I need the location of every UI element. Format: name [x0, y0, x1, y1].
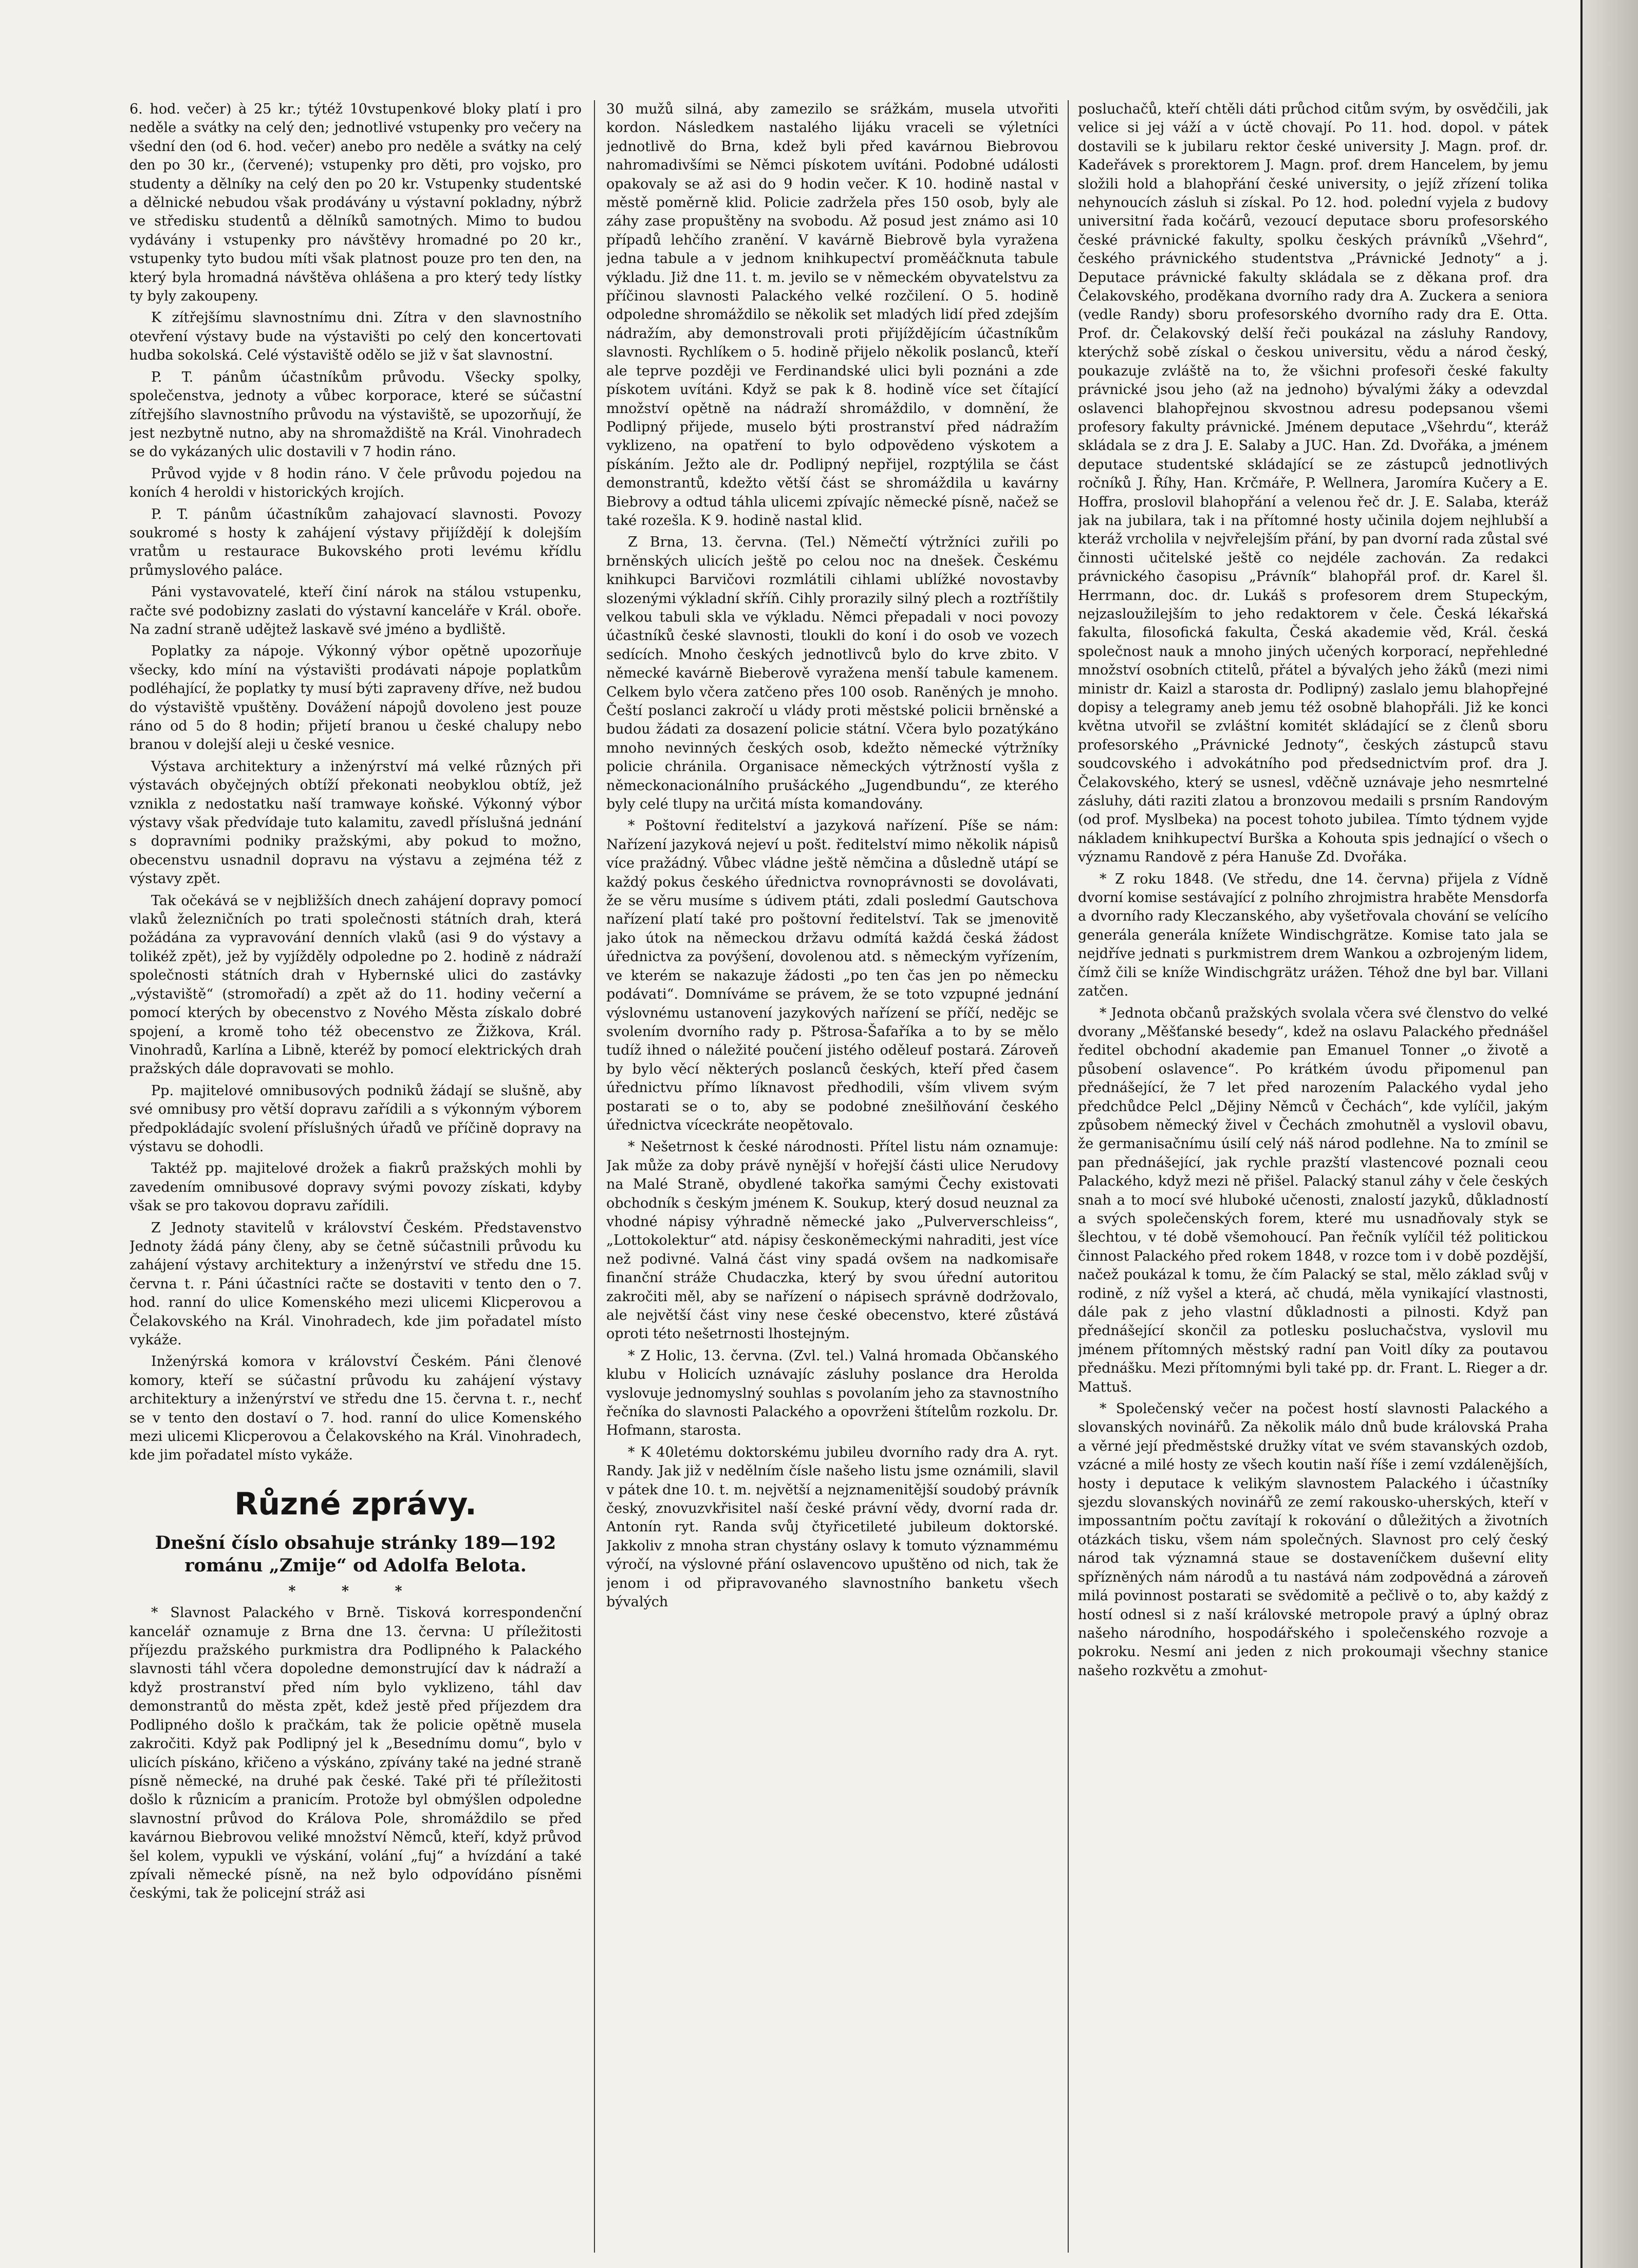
paragraph: * K 40letému doktorskému jubileu dvorního rady dra A. ryt. Randy. Jak již v nedělním čísle našeho listu jsme oznámili, slavil v pátek dne 10. t. m. největší a nejznamenitější soudobý právník český, znovuzvkřisitel naší české právní vědy, dvorní rada dr. Antonín ryt. Randa svůj čtyřicetileté jubileum doktorské. Jakkoliv z mnoha stran chystány oslavy k tomuto význammému výročí, na výslovné přání oslavencovo upuštěno od nich, tak že jenom i od připravovaného slavnostního banketu všech bývalých [606, 1444, 1058, 1610]
separator-stars: * * * [288, 1583, 423, 1599]
paragraph: * Nešetrnost k české národnosti. Přítel listu nám oznamuje: Jak může za doby právě nynější v hořejší části ulice Nerudovy na Malé Straně, obydlené takořka samými Čechy existovati obchodník s českým jménem K. Soukup, který dosud neuznal za vhodné nápisy výhradně německé jako „Pulververschleiss“, „Lottokolektur“ atd. nápisy českoněmeckými nahraditi, jest více než podivné. Valná část viny spadá ovšem na nadkomisaře finanční stráže Chudaczka, který by svou úřední autoritou zakročiti měl, aby se nařízení o nápisech správně dodržovalo, ale největší část viny nese české obecenstvo, které zůstává oproti této nešetrnosti lhostejným. [606, 1139, 1058, 1342]
column-divider [594, 100, 595, 2253]
column-divider [1068, 100, 1069, 2253]
paragraph: Taktéž pp. majitelové drožek a fiakrů pražských mohli by zavedením omnibusové dopravy svými povozy získati, kdyby však se pro takovou dopravu zařídili. [129, 1160, 582, 1214]
paragraph: P. T. pánům účastníkům zahajovací slavnosti. Povozy soukromé s hosty k zahájení výstavy přijíždějí k dolejším vratům u restaurace Bukovského proti levému křídlu průmyslového paláce. [129, 506, 582, 578]
paragraph: Tak očekává se v nejbližších dnech zahájení dopravy pomocí vlaků železničních po trati společnosti státních drah, která požádána za vypravování denních vlaků (asi 9 do výstavy a tolikéž zpět), jež by vyjížděly odpoledne po 2. hodině z nádraží společnosti státních drah v Hybernské ulici do zastávky „výstaviště“ (stromořadí) a zpět až do 11. hodiny večerní a pomocí kterých by obecenstvo z Nového Města získalo dobré spojení, a kromě toho též obecenstvo ze Žižkova, Král. Vinohradů, Karlína a Libně, kteréž by pomocí elektrických drah pražských dále dopravovati se mohlo. [129, 892, 582, 1077]
paragraph: * Z roku 1848. (Ve středu, dne 14. června) přijela z Vídně dvorní komise sestávající z polního zhrojmistra hraběte Mensdorfa a dvorního rady Kleczanského, aby vyšetřovala chování se velícího generála generála knížete Windischgrätze. Komise tato jala se nejdříve jednati s purkmistrem drem Wankou a ozbrojeným lidem, čímž čili se kníže Windischgrätz urážen. Téhož dne byl bar. Villani zatčen. [1078, 871, 1548, 1000]
paragraph: Z Jednoty stavitelů v království Českém. Představenstvo Jednoty žádá pány členy, aby se četně súčastnili průvodu ku zahájení výstavy architektury a inženýrství ve středu dne 15. června t. r. Páni účastníci račte se dostaviti v tento den o 7. hod. ranní do ulice Komenského mezi ulicemi Klicperovou a Čelakovského na Král. Vinohradech, kde jim pořadatel místo vykáže. [129, 1220, 582, 1348]
paragraph: * Z Holic, 13. června. (Zvl. tel.) Valná hromada Občanského klubu v Holicích uznávajíc zásluhy poslance dra Herolda vyslovuje jednomyslný souhlas s povolaním jeho za stavnostního řečníka do slavnosti Palackého a opovrženi štítelům rozkolu. Dr. Hofmann, starosta. [606, 1347, 1058, 1439]
column-left [129, 100, 582, 2253]
paragraph: * Jednota občanů pražských svolala včera své členstvo do velké dvorany „Měšťanské besedy“, kdež na oslavu Palackého přednášel ředitel obchodní akademie pan Emanuel Tonner „o životě a působení oslavence“. Po krátkém úvodu připomenul pan přednášející, že 7 let před narozením Palackého vydal jeho předchůdce Pelcl „Dějiny Němců v Čechách“, kde vylíčil, jakým způsobem německý živel v Čechách zmohutněl a vyslovil obavu, že germanisačnímu úsilí celý náš národ podlehne. Na to zmínil se pan přednášející, jak rychle prazští vlastencové poznali ceou Palackého, když mezi ně přišel. Palacký stanul záhy v čele českých snah a to mocí své hluboké učenosti, znalostí jazyků, důkladností a svých společenských forem, které mu usnadňovaly styk se šlechtou, v té době všemohoucí. Pan řečník vylíčil též politickou činnost Palackého před rokem 1848, v rozce tom i v době pozdější, načež poukázal k tomu, že čím Palacký se stal, mělo základ svůj v rodině, z níž vyšel a která, ač chudá, měla vynikající vlastnosti, dále pak z jeho vlastní důkladnosti a pilnosti. Když pan přednášející skončil za potlesku posluchačstva, vyslovil mu jménem přítomných městský radní pan Voitl díky za poutavou přednášku. Mezi přítomnými byli také pp. dr. Frant. L. Rieger a dr. Mattuš. [1078, 1005, 1548, 1395]
paragraph: * Společenský večer na počest hostí slavnosti Palackého a slovanských novinářů. Za několik málo dnů bude královská Praha a věrné její předměstské družky vítat ve svém stavanských ozdob, vzácné a milé hosty ze všech koutin naší říše i zemí vzdálenějších, hosty i deputace k velikým slavnostem Palackého i účastníky sjezdu slovanských novinářů ze zemí rakousko-uherských, kteří v impossantním počtu zavítají k rokování o důležitých a životních otázkách tisku, všem nám společných. Slavnost pro celý český národ tak významná staue se dostaveníčkem duševní elity spřízněných nám národů a tu nastává nám zodpovědná a zároveň milá povinnost postarati se svědomitě a pečlivě o to, aby každý z hostí odnesl si z naší královské metropole pravý a úplný obraz našeho národního, hospodářského i společenského rozvoje a pokroku. Nesmí ani jeden z nich prokoumaji všechny stanice našeho rozkvětu a zmohut- [1078, 1401, 1548, 1679]
section-title: Různé zprávy. [234, 1486, 477, 1522]
paragraph: 6. hod. večer) à 25 kr.; týtéž 10vstupenkové bloky platí i pro neděle a svátky na celý den; jednotlivé vstupenky pro večery na všední den (od 6. hod. večer) anebo pro neděle a svátky na celý den po 30 kr., (červené); vstupenky pro děti, pro vojsko, pro studenty a dělníky na celý den po 20 kr. Vstupenky studentské a dělnické nebudou však prodávány u výstavní pokladny, nýbrž ve středisku studentů a dělníků samotných. Mimo to budou vydávány i vstupenky pro návštěvy hromadné po 20 kr., vstupenky tyto budou míti však platnost pouze pro ten den, na který byla hromadná návštěva ohlášena a pro který tedy lístky ty byly zakoupeny. [129, 101, 582, 305]
paragraph: Pp. majitelové omnibusových podniků žádají se slušně, aby své omnibusy pro větší dopravu zařídili a s výkonným výborem předpokládajíc svolení příslušných úřadů ve příčině dopravy na výstavu se dohodli. [129, 1082, 582, 1155]
paragraph: Inženýrská komora v království Českém. Páni členové komory, kteří se súčastní průvodu ku zahájení výstavy architektury a inženýrství ve středu dne 15. června t. r., nechť se v tento den dostaví o 7. hod. ranní do ulice Komenského mezi ulicemi Klicperovou a Čelakovského na Král. Vinohradech, kde jim pořadatel místo vykáže. [129, 1354, 582, 1464]
paragraph: posluchačů, kteří chtěli dáti průchod citům svým, by osvědčili, jak velice si jej váží a v úctě chovají. Po 11. hod. dopol. v pátek dostavili se k jubilaru rektor české university J. Magn. prof. dr. Kadeřávek s prorektorem J. Magn. prof. drem Hancelem, by jemu složili hold a blahopřání české university, o jejíž zřízení tolika nehynoucích zásluh si získal. Po 12. hod. polední vyjela z budovy universitní řada kočárů, vezoucí deputace sboru profesorského české právnické fakulty, spolku českých právníků „Všehrd“, českého právnického studentstva „Právnické Jednoty“ a j. Deputace právnické fakulty skládala se z děkana prof. dra Čelakovského, proděkana dvorního rady dra A. Zuckera a seniora (vedle Randy) sboru profesorského dvorního rady dra E. Otta. Prof. dr. Čelakovský delší řeči poukázal na zásluhy Randovy, kterýchž sobě získal o českou universitu, vědu a národ český, poukazuje zvláště na to, že všichni profesoři české fakulty právnické jsou jeho (až na jednoho) bývalými žáky a odevzdal oslavenci blahopřejnou skvostnou adresu podepsanou všemi profesory fakulty právnické. Jménem deputace „Všehrdu“, kteráž skládala se z dra J. E. Salaby a JUC. Han. Zd. Dvořáka, a jménem deputace studentské skládající se ze zástupců jednotlivých ročníků J. Říhy, Han. Krčmáře, P. Wellnera, Jaromíra Kučery a E. Hoffra, proslovil blahopřání a velenou řeč dr. J. E. Salaba, kteráž jak na jubilara, tak i na přítomné hosty učinila dojem nejhlubší a kteráž vrcholila v nejvřelejším přání, by pan dvorní rada zůstal své činnosti učitelské ještě co nejdéle zachován. Za redakci právnického časopisu „Právník“ blahopřál prof. dr. Karel šl. Herrmann, doc. dr. Lukáš s profesorem drem Stupeckým, nejzasloužilejším to jeho redaktorem v čele. Česká lékařská fakulta, filosofická fakulta, Česká akademie věd, Král. česká společnost nauk a mnoho jiných učených korporací, nepřehledné množství osobních ctitelů, přátel a bývalých jeho žáků (mezi nimi ministr dr. Kaizl a starosta dr. Podlipný) zaslalo jemu blahopřejné dopisy a telegramy aneb jemu též osobně blahopřáli. Již ke konci května utvořil se zvláštní komitét skládající se z členů sboru profesorského „Právnické Jednoty“, českých zástupců stavu soudcovského i advokátního pod předsednictvím prof. dra J. Čelakovského, který se usnesl, vděčně uznávaje jeho nesmrtelné zásluhy, dáti raziti zlatou a bronzovou medaili s prsním Randovým (od prof. Myslbeka) na pocest tohoto jubilea. Tímto týdnem vyjde nákladem knihkupectví Burška a Kohouta spis jednající o všech o významu Randově z péra Hanuše Zd. Dvořáka. [1078, 101, 1548, 866]
lead-notice: Dnešní číslo obsahuje stránky 189—192 románu „Zmije“ od Adolfa Belota. [155, 1532, 556, 1576]
paragraph: Výstava architektury a inženýrství má velké různých při výstavách obyčejných obtíží překonati neobyklou obtíž, jež vznikla z nedostatku naší tramwaye koňské. Výkonný výbor výstavy však předvídaje tuto kalamitu, zavedl příslušná jednání s dopravními podniky pražskými, aby pokud to možno, obecenstvu usnadnil dopravu na výstavu a zejména též z výstavy zpět. [129, 758, 582, 887]
paragraph: Z Brna, 13. června. (Tel.) Němečtí výtržníci zuřili po brněnských ulicích ještě po celou noc na dnešek. Českému knihkupci Barvičovi rozmlátili cihlami ublížké novostavby slozenými výkladní skříň. Cihly prorazily silný plech a roztříštily velkou tabuli skla ve výkladu. Němci přepadali v noci povozy účastníků české slavnosti, tloukli do koní i do osob ve vozech sedících. Mnoho českých jednotlivců bylo do krve zbito. V německé kavárně Bieberově vyražena menší tabule kamenem. Celkem bylo včera zatčeno přes 100 osob. Raněných je mnoho. Čeští poslanci zakročí u vlády proti městské policii brněnské a budou žádati za dosazení policie státní. Včera bylo pozatýkáno mnoho nevinných českých osob, kdežto německé výtržníky policie chránila. Organisace německých výtržností vyšla z německonacionálního prušáckého „Jugendbundu“, ze kterého byly celé tlupy na určitá místa komandovány. [606, 534, 1058, 813]
paragraph: Páni vystavovatelé, kteří činí nárok na stálou vstupenku, račte své podobizny zaslati do výstavní kanceláře v Král. oboře. Na zadní straně udějtež laskavě své jméno a bydliště. [129, 584, 582, 638]
column-right [1078, 100, 1548, 2253]
paragraph: K zítřejšímu slavnostnímu dni. Zítra v den slavnostního otevření výstavy bude na výstavišti po celý den koncertovati hudba sokolská. Celé výstaviště odělo se již v šat slavnostní. [129, 310, 582, 364]
paragraph: 30 mužů silná, aby zamezilo se srážkám, musela utvořiti kordon. Následkem nastalého lijáku vraceli se výletníci jednotlivě do Brna, kdež byli před kavárnou Biebrovou nahromadivšími se Němci pískotem uvítáni. Podobné události opakovaly se až asi do 9 hodin večer. K 10. hodině nastal v městě poměrně klid. Policie zadržela přes 150 osob, byly ale záhy zase propuštěny na svobodu. Až posud jest známo asi 10 případů lehčího zranění. V kavárně Biebrově byla vyražena jedna tabule a v jednom knihkupectví proměáčknuta tabule výkladu. Již dne 11. t. m. jevilo se v německém obyvatelstvu za příčinou slavnosti Palackého velké rozčilení. O 5. hodině odpoledne shromáždilo se několik set mladých lidí před zdejším nádražím, aby demonstrovali proti přijíždějícím účastníkům slavnosti. Rychlíkem o 5. hodině přijelo několik poslanců, kteří ale teprve později ve Ferdinandské ulici byli poznáni a zde pískotem uvítáni. Když se pak k 8. hodině více set čítající množství opětně na nádraží shromáždilo, v domnění, že Podlipný přijede, muselo býti prostranství před nádražím vyklizeno, na opatření to bylo odpovědeno výskotem a pískáním. Ježto ale dr. Podlipný nepřijel, rozptýlila se část demonstrantů, kdežto větší část se shromáždila u kavárny Biebrovy a odtud táhla ulicemi zpívajíc německé písně, načež se také rozešla. K 9. hodině nastal klid. [606, 101, 1058, 529]
paragraph: Průvod vyjde v 8 hodin ráno. V čele průvodu pojedou na koních 4 heroldi v historických krojích. [129, 465, 582, 501]
page-edge-shadow [1583, 0, 1638, 2268]
column-middle [606, 100, 1058, 2253]
paragraph: * Poštovní ředitelství a jazyková nařízení. Píše se nám: Nařízení jazyková nejeví u pošt. ředitelství mimo několik nápisů více pražádný. Vůbec vládne ještě němčina a důsledně utápí se každý pokus českého úřednictva rovnoprávnosti se dovolávati, že se věru musíme s údivem ptáti, zdali posledmí Gautschova nařízení platí také pro poštovní ředitelství. Tak se jmenovitě jako útok na německou državu odmítá každá česká žádost úřednictva za povýšení, dovolenou atd. s německým vyřízením, ve kterém se nakazuje žádosti „po ten čas jen po německu podávati“. Domníváme se právem, že se toto vzpupné jednání výslovnému ustanovení jazykových nařízení se příčí, nedějc se svolením dvorního rady p. Pštrosa-Šafaříka a to by se mělo tudíž ihned o náležité poučení jistého oděleuf postará. Zároveň by bylo věcí některých poslanců českých, kteří před časem úřednictvu přímo líknavost předhodili, vším vlivem svým postarati se o to, aby se podobné znešilňování českého úřednictva víceckráte neopětovalo. [606, 818, 1058, 1133]
paragraph: * Slavnost Palackého v Brně. Tisková korrespondenční kancelář oznamuje z Brna dne 13. června: U příležitosti příjezdu pražského purkmistra dra Podlipného k Palackého slavnosti táhl včera dopoledne demonstrující dav k nádraží a když prostranství před ním bylo vyklizeno, táhl dav demonstrantů do města zpět, kdež jestě před příjezdem dra Podlipného došlo k pračkám, tak že policie opětně musela zakročiti. Když pak Podlipný jel k „Besednímu domu“, bylo v ulicích pískáno, křičeno a výskáno, zpívány také na jedné straně písně německé, na druhé pak české. Také při té příležitosti došlo k různicím a pranicím. Protože byl obmýšlen odpoledne slavnostní průvod do Králova Pole, shromáždilo se před kavárnou Biebrovou veliké množství Němců, kteří, když průvod šel kolem, vypukli ve výskání, volání „fuj“ a hvízdání a také zpívali německé písně, na než bylo odpovídáno písněmi českými, tak že policejní stráž asi [129, 1605, 582, 1902]
paragraph: P. T. pánům účastníkům průvodu. Všecky spolky, společenstva, jednoty a vůbec korporace, které se súčastní zítřejšího slavnostního průvodu na výstaviště, se upozorňují, že jest nezbytně nutno, aby na shromaždiště na Král. Vinohradech se do vykázaných ulic dostavili v 7 hodin ráno. [129, 369, 582, 460]
paragraph: Poplatky za nápoje. Výkonný výbor opětně upozorňuje všecky, kdo míní na výstavišti prodávati nápoje poplatkům podléhající, že poplatky ty musí býti zapraveny dříve, než budou do výstaviště vpuštěny. Dovážení nápojů dovoleno jest pouze ráno od 5 do 8 hodin; přijetí branou u české chalupy nebo branou v dolejší aleji u české vesnice. [129, 643, 582, 753]
